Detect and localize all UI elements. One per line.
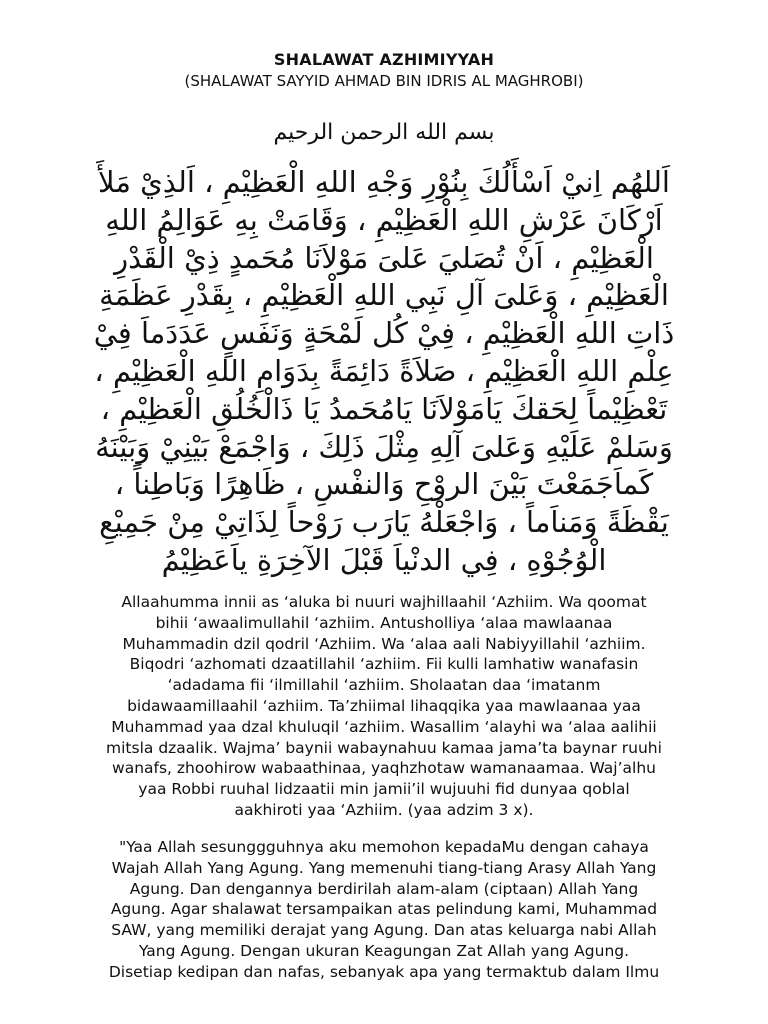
arabic-line: كَماَجَمَعْتَ بَيْنَ الروْحِ وَالنفْسِ ، ظَاهِرًا وَبَاطِناً ، bbox=[114, 467, 654, 502]
translation-line: Yang Agung. Dengan ukuran Keagungan Zat Allah yang Agung. bbox=[138, 941, 630, 960]
arabic-line: وَسَلمْ عَلَيْهِ وَعَلىَ آلِهِ مِثْلَ ذَلِكَ ، وَاجْمَعْ بَيْنِيْ وَبَيْنَهُ bbox=[95, 429, 673, 464]
arabic-line: الْعَظِيْمِ ، اَنْ تُصَليَ عَلىَ مَوْلاَنَا مُحَمدٍ ذِيْ الْقَدْرِ bbox=[114, 240, 654, 275]
translation-line: Agung. Dan dengannya berdirilah alam-alam (ciptaan) Allah Yang bbox=[129, 879, 639, 898]
translation-line: Agung. Agar shalawat tersampaikan atas pelindung kami, Muhammad bbox=[110, 900, 658, 919]
translation-line: SAW, yang memiliki derajat yang Agung. Dan atas keluarga nabi Allah bbox=[111, 921, 657, 940]
document-subtitle: (SHALAWAT SAYYID AHMAD BIN IDRIS AL MAGHROBI) bbox=[184, 72, 584, 90]
transliteration-line: aakhiroti yaa ‘Azhiim. (yaa adzim 3 x). bbox=[234, 800, 534, 819]
transliteration-paragraph bbox=[38, 592, 730, 821]
translation-line: Wajah Allah Yang Agung. Yang memenuhi tiang-tiang Arasy Allah Yang bbox=[111, 858, 657, 877]
transliteration-line: Muhammadin dzil qodril ‘Azhiim. Wa ‘alaa aali Nabiyyillahil ‘azhiim. bbox=[122, 634, 646, 653]
arabic-line: الْعَظِيْمِ ، وَعَلىَ آلِ نَبِي اللهِ الْعَظِيْمِ ، بِقَدْرِ عَظَمَةِ bbox=[99, 278, 669, 313]
transliteration-line: bihii ‘awaalimullahil ‘azhiim. Antusholliya ‘alaa mawlaanaa bbox=[155, 613, 613, 632]
translation-line: Disetiap kedipan dan nafas, sebanyak apa yang termaktub dalam Ilmu bbox=[108, 962, 660, 981]
transliteration-line: yaa Robbi ruuhal lidzaatii min jamii’il wujuuhi fid dunyaa qoblal bbox=[138, 780, 630, 799]
transliteration-line: Muhammad yaa dzal khuluqil ‘azhiim. Wasallim ‘alayhi wa ‘alaa aalihii bbox=[111, 717, 657, 736]
arabic-line: ذَاتِ اللهِ الْعَظِيْمِ ، فِيْ كُل لَمْحَةٍ وَنَفَسٍ عَدَدَماَ فِيْ bbox=[93, 316, 675, 351]
arabic-line: اَللهُم اِنيْ اَسْأَلُكَ بِنُوْرِ وَجْهِ اللهِ الْعَظِيْمِ ، اَلذِيْ مَلأَ bbox=[98, 165, 670, 199]
translation-line: "Yaa Allah sesunggguhnya aku memohon kepadaMu dengan cahaya bbox=[119, 838, 649, 856]
translation-paragraph bbox=[38, 837, 730, 983]
transliteration-line: wanafs, zhoohirow wabaathinaa, yaqhzhotaw wamanaamaa. Waj’alhu bbox=[112, 759, 656, 778]
document-title: SHALAWAT AZHIMIYYAH bbox=[273, 50, 495, 69]
transliteration-line: bidawaamillaahil ‘azhiim. Ta’zhiimal lihaqqika yaa mawlaanaa yaa bbox=[127, 696, 641, 715]
basmalah: بسم الله الرحمن الرحيم bbox=[273, 120, 495, 145]
arabic-line: تَعْظِيْماً لِحَقكَ يَامَوْلاَنَا يَامُحَمدُ يَا ذَالْخُلُقِ الْعَظِيْمِ ، bbox=[100, 391, 668, 426]
arabic-line: عِلْمِ اللهِ الْعَظِيْمِ ، صَلاَةً دَائِمَةً بِدَوَامِ اللهِ الْعَظِيْمِ ، bbox=[94, 353, 674, 388]
arabic-line: الْوُجُوْهِ ، فِي الدنْياَ قَبْلَ الآخِرَةِ ياَعَظِيْمُ bbox=[161, 542, 607, 577]
arabic-prayer-text bbox=[50, 164, 718, 580]
transliteration-line: Biqodri ‘azhomati dzaatillahil ‘azhiim. Fii kulli lamhatiw wanafasin bbox=[129, 655, 639, 674]
transliteration-line: Allaahumma innii as ‘aluka bi nuuri wajhillaahil ‘Azhiim. Wa qoomat bbox=[121, 593, 647, 611]
transliteration-line: ‘adadama fii ‘ilmillahil ‘azhiim. Sholaatan daa ‘imatanm bbox=[167, 676, 601, 695]
arabic-line: يَقْظَةً وَمَناَماً ، وَاجْعَلْهُ يَارَب رَوْحاً لِذَاتِيْ مِنْ جَمِيْعِ bbox=[99, 505, 669, 540]
arabic-line: اَرْكَانَ عَرْشِ اللهِ الْعَظِيْمِ ، وَقَامَتْ بِهِ عَوَالِمُ اللهِ bbox=[105, 202, 663, 237]
transliteration-line: mitsla dzaalik. Wajma’ baynii wabaynahuu kamaa jama’ta baynar ruuhi bbox=[106, 738, 662, 757]
